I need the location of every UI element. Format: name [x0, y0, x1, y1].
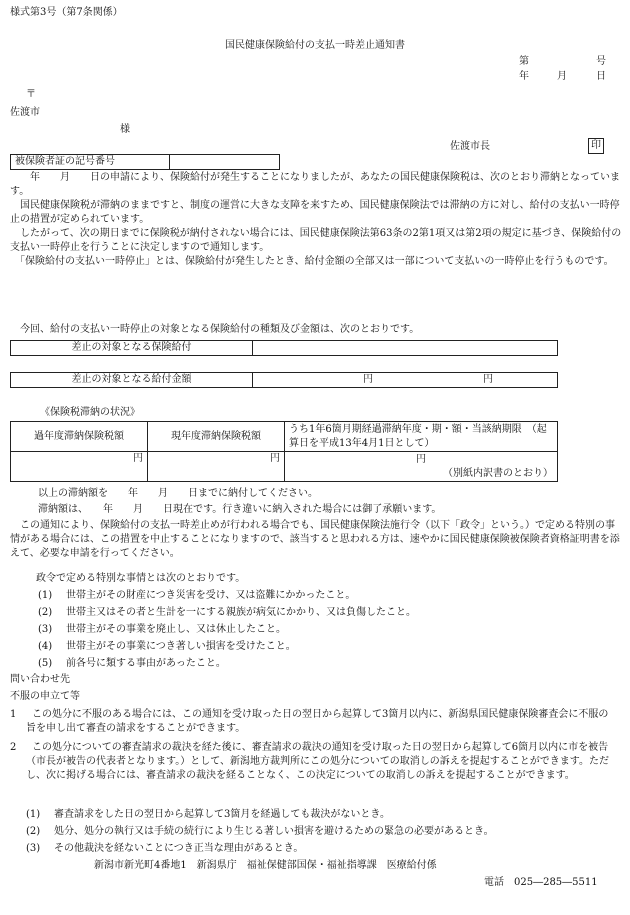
appeal-1-text: この処分に不服のある場合には、この通知を受け取った日の翌日から起算して3箇月以内に、新潟県国民健康保険審査会に不服の旨を申し出て審査の請求をすることができます。 [26, 709, 609, 734]
arrears-current-unit: 円 [148, 452, 285, 482]
arrears-overdue-cell [285, 452, 558, 482]
target-intro: 今回、給付の支払い一時停止の対象となる保険給付の種類及び金額は、次のとおりです。 [10, 324, 420, 335]
form-id: 様式第3号（第7条関係） [10, 7, 123, 18]
appeal-1-num: 1 [10, 709, 17, 720]
special-item: (2) 世帯主又はその者と生計を一にする親族が病気にかかり、又は負傷したこと。 [38, 607, 416, 618]
address-city: 佐渡市 [10, 107, 40, 118]
special-item: (5) 前各号に類する事由があったこと。 [38, 658, 226, 669]
special-intro: 政令で定める特別な事情とは次のとおりです。 [26, 573, 246, 584]
appeal-item: (3) その他裁決を経ないことにつき正当な理由があるとき。 [26, 843, 304, 854]
arrears-overdue-note: （別紙内訳書のとおり） [443, 467, 553, 479]
target-amount-unit-2: 円 [483, 374, 493, 385]
target-type-value [253, 341, 558, 356]
arrears-section-title: 《保険税滞納の状況》 [40, 407, 140, 418]
date-month: 月 [557, 71, 567, 82]
address-sama: 様 [120, 124, 130, 135]
exception-paragraph: この通知により、保険給付の支払一時差止めが行われる場合でも、国民健康保険法施行令（以下「政令」という。）で定める特別の事情がある場合には、この措置を中止することになりますので、該当すると思われる方は、速やかに国民健康保険被保険者資格証明書を添えて、必要な申請を行ってください。 [10, 520, 620, 559]
appeal-2-text: この処分についての審査請求の裁決を経た後に、審査請求の裁決の通知を受け取った日の翌日から起算して6箇月以内に市を被告（市長が被告の代表者となります。）として、新潟地方裁判所にこの処分についての取消しの訴えを提起することができます。ただし、次に掲げる場合には、審査請求の裁決を経ることなく、この決定についての取消しの訴えを提起することができます。 [26, 742, 609, 781]
target-amount-unit-1: 円 [363, 374, 373, 385]
body-paragraph: 国民健康保険税が滞納のままですと、制度の運営に大きな支障を来すため、国民健康保険法では滞納の方に対し、給付の支払い一時停止の措置が定められています。 [10, 200, 620, 225]
postal-mark: 〒 [26, 89, 36, 100]
target-amount-label: 差止の対象となる給付金額 [11, 373, 253, 388]
date-day: 日 [596, 71, 606, 82]
insured-number-table [10, 154, 280, 170]
body-paragraphs [10, 171, 622, 269]
doc-no-go: 号 [596, 56, 606, 67]
appeal-2-num: 2 [10, 742, 17, 753]
arrears-header-current: 現年度滞納保険税額 [148, 422, 285, 452]
arrears-past-unit: 円 [11, 452, 148, 482]
target-amount-value [253, 373, 558, 388]
arrears-header-overdue: うち1年6箇月期経過滞納年度・期・額・当該納期限 （起算日を平成13年4月1日として） [285, 422, 558, 452]
special-item: (3) 世帯主がその事業を廃止し、又は休止したこと。 [38, 624, 286, 635]
pay-deadline-line: 以上の滞納額を 年 月 日までに納付してください。 [38, 488, 318, 499]
appeal-item: (1) 審査請求をした日の翌日から起算して3箇月を経過しても裁決がないとき。 [26, 809, 390, 820]
inquiry-label: 問い合わせ先 [10, 674, 70, 685]
body-paragraph: したがって、次の期日までに保険税が納付されない場合には、国民健康保険法第63条の2第1項又は第2項の規定に基づき、保険給付の支払い一時停止を行うことに決定しますので通知します。 [10, 228, 622, 253]
arrears-current-line: 滞納額は、 年 月 日現在です。行き違いに納入された場合には御了承願います。 [38, 504, 442, 515]
special-item: (1) 世帯主がその財産につき災害を受け、又は盗難にかかったこと。 [38, 590, 356, 601]
insured-number-label: 被保険者証の記号番号 [11, 155, 170, 170]
appeal-item: (2) 処分、処分の執行又は手続の続行により生じる著しい損害を避けるための緊急の必要があるとき。 [26, 826, 494, 837]
date-year: 年 [519, 71, 529, 82]
doc-no-dai: 第 [519, 56, 529, 67]
special-item: (4) 世帯主がその事業につき著しい損害を受けたこと。 [38, 641, 296, 652]
appeal-title: 不服の申立て等 [10, 691, 80, 702]
target-type-table [10, 340, 558, 356]
office-phone: 電話 025―285―5511 [484, 877, 598, 888]
office-address: 新潟市新光町4番地1 新潟県庁 福祉保健部国保・福祉指導課 医療給付係 [94, 860, 437, 871]
target-amount-table [10, 372, 558, 388]
page-title: 国民健康保険給付の支払一時差止通知書 [225, 40, 405, 51]
arrears-table [10, 421, 558, 482]
body-paragraph: 年 月 日の申請により、保険給付が発生することになりましたが、あなたの国民健康保険税は、次のとおり滞納となっています。 [10, 172, 620, 197]
target-type-label: 差止の対象となる保険給付 [11, 341, 253, 356]
arrears-header-past: 過年度滞納保険税額 [11, 422, 148, 452]
seal-mark: 印 [588, 138, 604, 154]
mayor-label: 佐渡市長 [450, 141, 490, 152]
body-paragraph: 「保険給付の支払い一時停止」とは、保険給付が発生したとき、給付金額の全部又は一部について支払いの一時停止を行うものです。 [10, 256, 614, 267]
insured-number-value [170, 155, 280, 170]
arrears-overdue-unit: 円 [416, 453, 426, 465]
